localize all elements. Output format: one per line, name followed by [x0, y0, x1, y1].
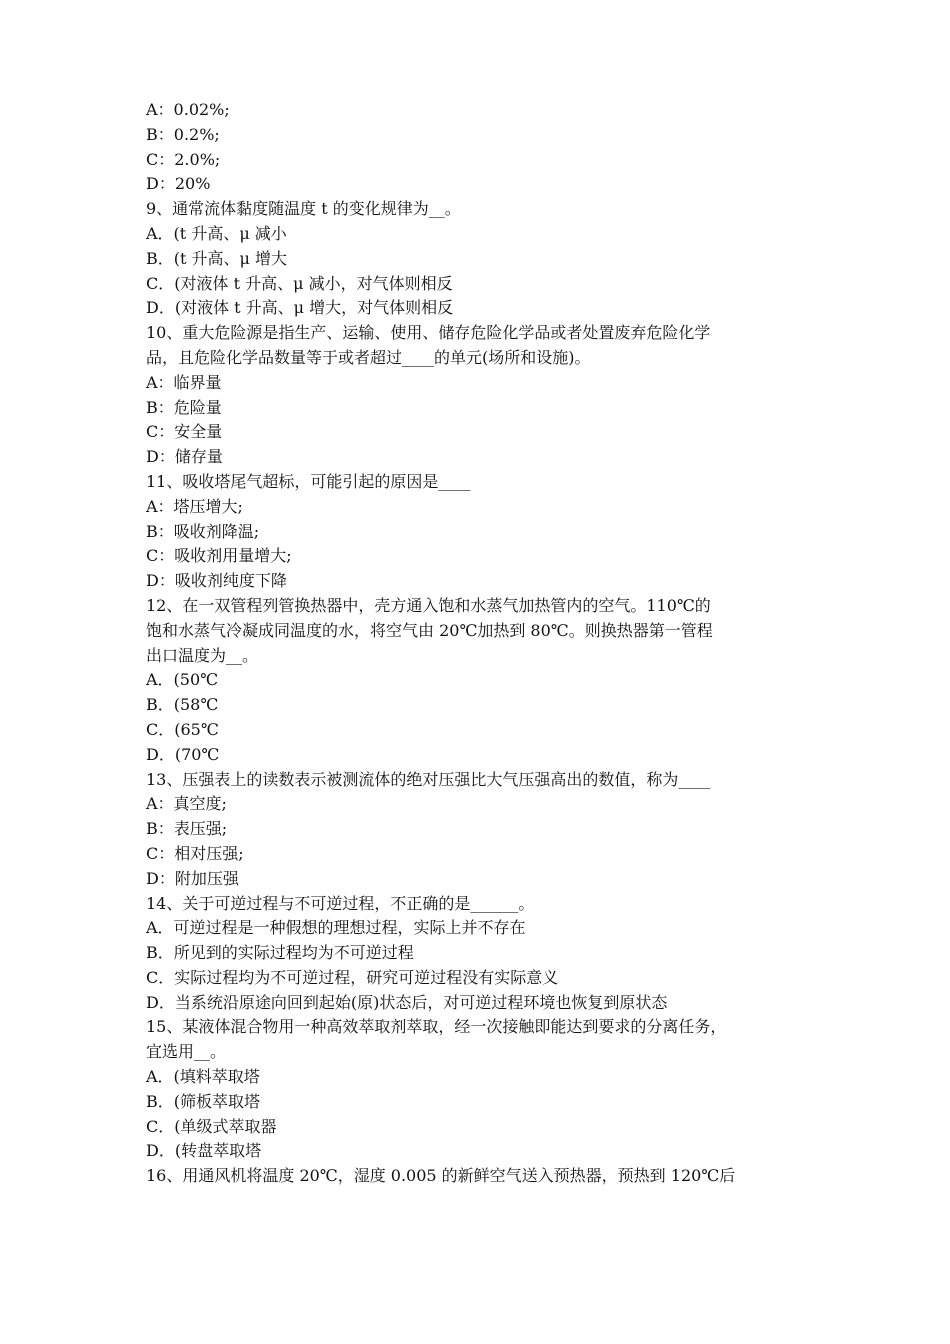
- text-line: C．实际过程均为不可逆过程，研究可逆过程没有实际意义: [146, 967, 559, 987]
- text-line: C．(单级式萃取器: [146, 1116, 277, 1136]
- text-line: 13、压强表上的读数表示被测流体的绝对压强比大气压强高出的数值，称为____: [146, 769, 711, 789]
- text-line: D：附加压强: [146, 868, 239, 888]
- text-line: 10、重大危险源是指生产、运输、使用、储存危险化学品或者处置废弃危险化学: [146, 323, 711, 343]
- text-line: C．(65℃: [146, 719, 219, 739]
- text-line: 9、通常流体黏度随温度 t 的变化规律为__。: [146, 199, 461, 219]
- document-page: [146, 98, 818, 1189]
- text-line: D：储存量: [146, 447, 223, 467]
- text-line: 14、关于可逆过程与不可逆过程，不正确的是______。: [146, 893, 535, 913]
- text-line: C：2.0%;: [146, 149, 221, 169]
- text-line: 饱和水蒸气冷凝成同温度的水，将空气由 20℃加热到 80℃。则换热器第一管程: [146, 620, 713, 640]
- text-line: B．所见到的实际过程均为不可逆过程: [146, 943, 414, 963]
- text-line: D：吸收剂纯度下降: [146, 571, 287, 591]
- text-line: A．(填料萃取塔: [146, 1067, 260, 1087]
- text-line: 15、某液体混合物用一种高效萃取剂萃取，经一次接触即能达到要求的分离任务，: [146, 1017, 727, 1037]
- text-line: B．(筛板萃取塔: [146, 1091, 261, 1111]
- text-line: 12、在一双管程列管换热器中，壳方通入饱和水蒸气加热管内的空气。110℃的: [146, 595, 711, 615]
- text-line: C．(对液体 t 升高、μ 减小，对气体则相反: [146, 273, 453, 293]
- text-line: C：吸收剂用量增大;: [146, 546, 292, 566]
- text-line: B．(t 升高、μ 增大: [146, 248, 288, 268]
- text-line: B：吸收剂降温;: [146, 521, 260, 541]
- text-line: A：临界量: [146, 372, 222, 392]
- text-line: C：安全量: [146, 422, 223, 442]
- text-line: A：真空度;: [146, 794, 227, 814]
- text-line: A：塔压增大;: [146, 496, 243, 516]
- text-line: B：危险量: [146, 397, 222, 417]
- text-line: 16、用通风机将温度 20℃，湿度 0.005 的新鲜空气送入预热器，预热到 120℃后: [146, 1166, 736, 1186]
- text-line: D．(70℃: [146, 744, 220, 764]
- text-line: 品，且危险化学品数量等于或者超过____的单元(场所和设施)。: [146, 347, 591, 367]
- text-line: A．可逆过程是一种假想的理想过程，实际上并不存在: [146, 918, 526, 938]
- text-line: B：0.2%;: [146, 124, 220, 144]
- text-line: A：0.02%;: [146, 100, 230, 119]
- text-line: 宜选用__。: [146, 1042, 227, 1062]
- text-line: D．当系统沿原途向回到起始(原)状态后，对可逆过程环境也恢复到原状态: [146, 992, 668, 1012]
- text-line: D．(对液体 t 升高、μ 增大，对气体则相反: [146, 298, 454, 318]
- text-line: 出口温度为__。: [146, 645, 259, 665]
- text-line: D．(转盘萃取塔: [146, 1141, 262, 1161]
- text-line: B：表压强;: [146, 819, 228, 839]
- text-line: C：相对压强;: [146, 843, 244, 863]
- text-line: A．(t 升高、μ 减小: [146, 223, 287, 243]
- text-line: A．(50℃: [146, 670, 219, 690]
- text-line: 11、吸收塔尾气超标，可能引起的原因是____: [146, 471, 471, 491]
- text-line: B．(58℃: [146, 695, 219, 715]
- text-line: D：20%: [146, 174, 211, 194]
